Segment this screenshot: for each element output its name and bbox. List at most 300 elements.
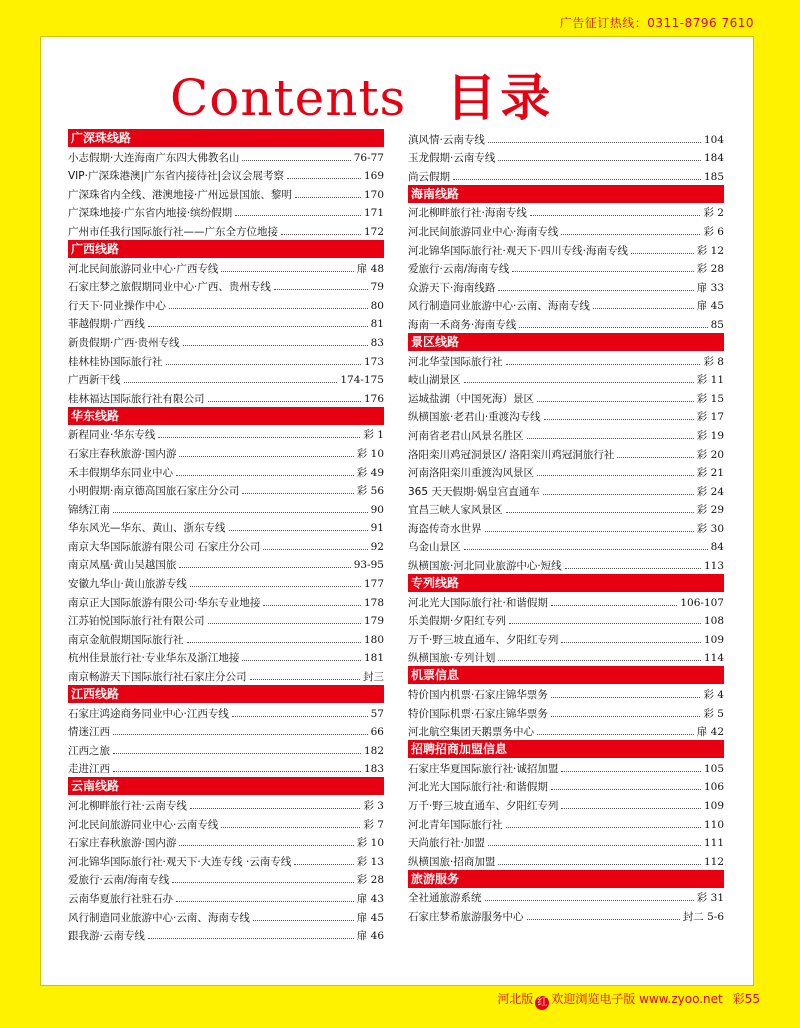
dot-leader	[229, 530, 368, 531]
toc-entry-title: 新程同业·华东专线	[68, 429, 156, 442]
toc-entry-title: 桂林福达国际旅行社有限公司	[68, 392, 205, 405]
dot-leader	[148, 938, 354, 939]
toc-entry-page: 111	[703, 837, 724, 850]
dot-leader	[172, 882, 353, 883]
dot-leader	[169, 308, 368, 309]
toc-entry-title: 河北光大国际旅行社·和谐假期	[408, 781, 548, 794]
toc-entry-title: 玉龙假期·云南专线	[408, 152, 496, 165]
toc-entry-page: 彩 28	[696, 263, 724, 276]
dot-leader	[506, 512, 694, 513]
toc-entry[interactable]	[68, 926, 384, 945]
toc-entry[interactable]	[68, 443, 384, 462]
dot-leader	[113, 512, 368, 513]
section-header: 专列线路	[408, 574, 724, 592]
toc-entry-title: 河北柳畔旅行社·云南专线	[68, 800, 187, 812]
toc-entry-title: 广深珠地接·广东省内地接·缤纷假期	[68, 207, 233, 220]
toc-entry-title: 小志假期·大连海南广东四大佛教名山	[68, 151, 240, 164]
toc-entry[interactable]	[408, 851, 724, 870]
dot-leader	[485, 900, 694, 901]
toc-entry[interactable]	[408, 629, 724, 648]
toc-entry[interactable]	[408, 148, 724, 167]
toc-entry[interactable]	[408, 814, 724, 833]
toc-entry-page: 180	[363, 633, 384, 646]
toc-entry-title: 河北航空集团天鹅票务中心	[408, 726, 534, 739]
toc-entry-page: 79	[370, 281, 384, 294]
toc-entry[interactable]	[408, 722, 724, 741]
dot-leader	[561, 808, 701, 809]
toc-entry-title: 纵横国旅·老君山·重渡沟专线	[408, 411, 541, 424]
toc-entry-title: VIP·广深珠港澳|广东省内接待社|会议会展考察	[68, 170, 285, 183]
toc-entry-page: 彩 10	[356, 837, 384, 850]
footer-page-number: 彩55	[732, 992, 760, 1006]
dot-leader	[561, 771, 701, 772]
toc-entry-page: 181	[363, 652, 384, 665]
toc-entry-title: 安徽九华山·黄山旅游专线	[68, 578, 187, 591]
toc-entry[interactable]	[68, 332, 384, 351]
toc-entry[interactable]	[408, 703, 724, 722]
dot-leader	[242, 660, 361, 661]
footer-website-link[interactable]: 欢迎浏览电子版 www.zyoo.net	[551, 992, 723, 1006]
toc-entry-page: 扉 45	[356, 911, 384, 924]
toc-entry[interactable]	[68, 425, 384, 444]
toc-entry-page: 172	[363, 225, 384, 238]
toc-entry-title: 杭州佳景旅行社·专业华东及浙江地接	[68, 652, 240, 665]
toc-entry-page: 扉 43	[356, 892, 384, 905]
toc-entry[interactable]	[68, 814, 384, 833]
dot-leader	[263, 605, 361, 606]
dot-leader	[464, 549, 708, 550]
dot-leader	[551, 605, 678, 606]
footer-badge: 红	[537, 997, 548, 1008]
dot-leader	[498, 660, 701, 661]
toc-entry[interactable]	[68, 166, 384, 185]
toc-entry-title: 石家庄梦之旅假期同业中心·广西、贵州专线	[68, 281, 271, 294]
toc-entry-page: 彩 31	[696, 892, 724, 905]
toc-entry-page: 112	[703, 855, 724, 868]
toc-entry[interactable]	[408, 259, 724, 278]
toc-entry-page: 173	[363, 355, 384, 368]
toc-entry-page: 彩 28	[356, 874, 384, 887]
toc-entry-title: 爱旅行·云南/海南专线	[408, 263, 510, 276]
dot-leader	[166, 364, 361, 365]
dot-leader	[242, 160, 350, 161]
title-chinese: 目录	[446, 69, 555, 127]
toc-entry[interactable]	[408, 240, 724, 259]
toc-entry-page: 扉 42	[696, 726, 724, 739]
dot-leader	[208, 623, 361, 624]
dot-leader	[221, 271, 353, 272]
dot-leader	[498, 864, 701, 865]
toc-entry[interactable]	[68, 666, 384, 685]
title-english: Contents	[170, 69, 407, 127]
toc-entry[interactable]	[68, 740, 384, 759]
toc-entry-title: 河北民间旅游同业中心·云南专线	[68, 818, 219, 831]
dot-leader	[561, 642, 701, 643]
dot-leader	[519, 327, 707, 328]
toc-entry-page: 彩 30	[696, 522, 724, 535]
toc-entry-page: 85	[710, 318, 724, 331]
toc-entry[interactable]	[68, 295, 384, 314]
toc-entry[interactable]	[408, 684, 724, 703]
toc-entry[interactable]	[408, 351, 724, 370]
section-header: 广西线路	[68, 240, 384, 258]
toc-entry-page: 84	[710, 541, 724, 554]
toc-entry-title: 河北华莹国际旅行社	[408, 355, 503, 368]
toc-entry-title: 滇风情·云南专线	[408, 133, 485, 146]
toc-entry[interactable]	[408, 221, 724, 240]
toc-entry-page: 彩 12	[696, 244, 724, 257]
toc-entry[interactable]	[408, 425, 724, 444]
toc-entry[interactable]	[68, 277, 384, 296]
toc-entry-title: 石家庄梦希旅游服务中心	[408, 910, 524, 923]
dot-leader	[287, 178, 361, 179]
toc-entry-page: 105	[703, 762, 724, 775]
dot-leader	[551, 789, 701, 790]
toc-entry[interactable]	[408, 296, 724, 315]
toc-entry-title: 小明假期·南京德高国旅石家庄分公司	[68, 485, 240, 498]
dot-leader	[235, 215, 361, 216]
toc-entry[interactable]	[68, 870, 384, 889]
toc-entry-title: 河北锦华国际旅行社·观天下·大连专线 ·云南专线	[68, 855, 292, 868]
toc-entry-title: 河北锦华国际旅行社·观天下·四川专线·海南专线	[408, 244, 629, 257]
toc-entry-page: 182	[363, 744, 384, 757]
dot-leader	[509, 623, 701, 624]
toc-entry[interactable]	[408, 314, 724, 333]
toc-entry[interactable]	[68, 184, 384, 203]
toc-entry-page: 113	[703, 560, 724, 573]
toc-entry-page: 106-107	[680, 596, 724, 609]
toc-entry-page: 83	[370, 336, 384, 349]
dot-leader	[281, 234, 361, 235]
toc-entry-title: 365 天天假期·娲皇宫直通车	[408, 485, 540, 498]
toc-entry-title: 菲越假期·广西线	[68, 318, 145, 331]
toc-entry-page: 扉 33	[696, 281, 724, 294]
toc-entry-page: 彩 1	[363, 429, 384, 442]
toc-entry[interactable]	[68, 907, 384, 926]
toc-entry[interactable]	[408, 906, 724, 925]
toc-entry-page: 彩 20	[696, 448, 724, 461]
contents-left-column	[68, 129, 384, 944]
toc-entry-title: 风行制造同业旅游中心·云南、海南专线	[68, 911, 250, 924]
toc-entry[interactable]	[68, 314, 384, 333]
toc-entry-title: 南京畅游天下国际旅行社石家庄分公司	[68, 671, 247, 684]
toc-entry-page: 彩 6	[703, 225, 724, 238]
toc-entry[interactable]	[408, 592, 724, 611]
section-header: 旅游服务	[408, 870, 724, 888]
toc-entry-page: 176	[363, 392, 384, 405]
toc-entry[interactable]	[408, 833, 724, 852]
dot-leader	[631, 253, 694, 254]
toc-entry-page: 彩 21	[696, 467, 724, 480]
toc-entry-page: 114	[703, 652, 724, 665]
dot-leader	[488, 845, 701, 846]
toc-entry-title: 河北光大国际旅行社·和谐假期	[408, 596, 548, 609]
toc-entry-page: 110	[703, 818, 724, 831]
toc-entry-title: 尚云假期	[408, 170, 450, 183]
toc-entry[interactable]	[68, 795, 384, 814]
toc-entry-title: 乌金山景区	[408, 541, 461, 554]
toc-entry-title: 走进江西	[68, 763, 110, 776]
toc-entry-page: 彩 3	[363, 800, 384, 812]
toc-entry-page: 106	[703, 781, 724, 794]
toc-entry-page: 109	[703, 800, 724, 812]
toc-entry[interactable]	[68, 258, 384, 277]
toc-entry-title: 江苏铂悦国际旅行社有限公司	[68, 615, 205, 628]
toc-entry-title: 特价国际机票·石家庄锦华票务	[408, 707, 548, 720]
toc-entry[interactable]	[68, 518, 384, 537]
toc-entry-title: 跟我游·云南专线	[68, 930, 145, 943]
toc-entry[interactable]	[68, 611, 384, 630]
dot-leader	[453, 179, 701, 180]
section-header: 广深珠线路	[68, 129, 384, 147]
toc-entry[interactable]	[68, 203, 384, 222]
footer-edition: 河北版	[497, 992, 534, 1006]
toc-entry[interactable]	[408, 648, 724, 667]
dot-leader	[295, 197, 361, 198]
toc-entry-page: 彩 56	[356, 485, 384, 498]
toc-entry[interactable]	[68, 388, 384, 407]
toc-entry-title: 爱旅行·云南/海南专线	[68, 874, 170, 887]
toc-entry-page: 彩 8	[703, 355, 724, 368]
toc-entry-title: 风行制造同业旅游中心·云南、海南专线	[408, 300, 590, 313]
dot-leader	[187, 642, 361, 643]
toc-entry-title: 云南华夏旅行社驻石办	[68, 892, 173, 905]
dot-leader	[221, 827, 360, 828]
toc-entry-page: 184	[703, 152, 724, 165]
toc-entry[interactable]	[408, 463, 724, 482]
toc-entry-page: 彩 15	[696, 392, 724, 405]
dot-leader	[158, 437, 360, 438]
toc-entry-page: 彩 10	[356, 447, 384, 460]
section-header: 华东线路	[68, 407, 384, 425]
toc-entry[interactable]	[408, 129, 724, 148]
toc-entry[interactable]	[408, 370, 724, 389]
dot-leader	[498, 160, 701, 161]
toc-entry-title: 情迷江西	[68, 726, 110, 739]
toc-entry[interactable]	[68, 629, 384, 648]
dot-leader	[485, 531, 694, 532]
toc-entry-page: 91	[370, 522, 384, 535]
toc-entry[interactable]	[408, 795, 724, 814]
dot-leader	[208, 401, 361, 402]
toc-entry-title: 河北柳畔旅行社·海南专线	[408, 207, 527, 220]
toc-entry[interactable]	[68, 499, 384, 518]
toc-entry-page: 封三	[363, 671, 384, 684]
dot-leader	[527, 438, 694, 439]
dot-leader	[506, 364, 701, 365]
toc-entry-page: 彩 29	[696, 504, 724, 517]
toc-entry-page: 170	[363, 188, 384, 201]
toc-entry-page: 92	[370, 540, 384, 553]
page-footer	[0, 990, 760, 1010]
toc-entry-title: 南京凤凰·黄山吴越国旅	[68, 559, 177, 572]
toc-entry-page: 108	[703, 615, 724, 628]
toc-entry[interactable]	[68, 592, 384, 611]
toc-entry-title: 河南洛阳栾川重渡沟风景区	[408, 467, 534, 480]
toc-entry[interactable]	[408, 481, 724, 500]
toc-entry-page: 彩 13	[356, 855, 384, 868]
ad-hotline: 广告征订热线：0311-8796 7610	[559, 16, 754, 30]
dot-leader	[242, 493, 353, 494]
toc-entry-page: 183	[363, 763, 384, 776]
page-title	[170, 58, 554, 128]
dot-leader	[543, 494, 694, 495]
toc-entry-title: 锦绣江南	[68, 503, 110, 516]
dot-leader	[544, 419, 694, 420]
toc-entry[interactable]	[68, 147, 384, 166]
toc-entry-title: 石家庄鸿途商务同业中心·江西专线	[68, 707, 229, 720]
dot-leader	[183, 345, 368, 346]
toc-entry[interactable]	[68, 555, 384, 574]
toc-entry[interactable]	[408, 444, 724, 463]
toc-entry[interactable]	[408, 500, 724, 519]
toc-entry[interactable]	[408, 166, 724, 185]
toc-entry[interactable]	[68, 351, 384, 370]
toc-entry-title: 海盗传奇水世界	[408, 522, 482, 535]
contents-right-column	[408, 129, 724, 925]
toc-entry-page: 彩 2	[703, 207, 724, 220]
toc-entry-title: 乐美假期·夕阳红专列	[408, 615, 506, 628]
toc-entry-title: 华东风光—华东、黄山、浙东专线	[68, 522, 226, 535]
toc-entry-page: 93-95	[353, 559, 384, 572]
toc-entry-page: 104	[703, 133, 724, 146]
dot-leader	[179, 567, 350, 568]
section-header: 机票信息	[408, 666, 724, 684]
toc-entry[interactable]	[68, 536, 384, 555]
dot-leader	[263, 549, 367, 550]
dot-leader	[551, 716, 701, 717]
toc-entry[interactable]	[68, 481, 384, 500]
toc-entry[interactable]	[68, 759, 384, 778]
toc-entry-page: 封二 5-6	[682, 910, 724, 923]
toc-entry-page: 扉 48	[356, 262, 384, 275]
dot-leader	[527, 919, 680, 920]
section-header: 海南线路	[408, 185, 724, 203]
dot-leader	[176, 475, 354, 476]
toc-entry-page: 66	[370, 726, 384, 739]
toc-entry-page: 169	[363, 170, 384, 183]
toc-entry-title: 岐山湖景区	[408, 374, 461, 387]
toc-entry-title: 桂林桂协国际旅行社	[68, 355, 163, 368]
dot-leader	[506, 827, 701, 828]
toc-entry[interactable]	[408, 518, 724, 537]
dot-leader	[124, 382, 338, 383]
toc-entry-title: 万千·野三坡直通车、夕阳红专列	[408, 800, 559, 812]
dot-leader	[537, 734, 694, 735]
dot-leader	[179, 845, 353, 846]
toc-entry[interactable]	[68, 462, 384, 481]
toc-entry[interactable]	[408, 758, 724, 777]
toc-entry[interactable]	[68, 221, 384, 240]
dot-leader	[498, 290, 693, 291]
toc-entry[interactable]	[408, 203, 724, 222]
toc-entry-page: 185	[703, 170, 724, 183]
toc-entry[interactable]	[68, 573, 384, 592]
dot-leader	[488, 142, 701, 143]
toc-entry-page: 彩 17	[696, 411, 724, 424]
toc-entry[interactable]	[408, 611, 724, 630]
toc-entry-title: 南京正大国际旅游有限公司·华东专业地接	[68, 596, 261, 609]
dot-leader	[190, 808, 361, 809]
toc-entry-title: 南京大华国际旅游有限公司 石家庄分公司	[68, 540, 261, 553]
dot-leader	[274, 289, 368, 290]
toc-entry-title: 河北民间旅游同业中心·海南专线	[408, 225, 559, 238]
toc-entry[interactable]	[68, 370, 384, 389]
toc-entry-title: 禾丰假期华东同业中心	[68, 466, 173, 479]
dot-leader	[512, 271, 693, 272]
toc-entry[interactable]	[408, 388, 724, 407]
toc-entry-page: 179	[363, 615, 384, 628]
toc-entry[interactable]	[408, 888, 724, 907]
toc-entry-page: 彩 4	[703, 689, 724, 702]
dot-leader	[190, 586, 361, 587]
toc-entry[interactable]	[68, 648, 384, 667]
toc-entry-page: 81	[370, 318, 384, 331]
toc-entry-title: 广西新干线	[68, 374, 121, 387]
section-header: 招聘招商加盟信息	[408, 740, 724, 758]
dot-leader	[253, 920, 354, 921]
toc-entry-title: 广深珠省内全线、港澳地接·广州远景国旅、黎明	[68, 188, 292, 201]
toc-entry[interactable]	[68, 851, 384, 870]
toc-entry-page: 90	[370, 503, 384, 516]
toc-entry-title: 万千·野三坡直通车、夕阳红专列	[408, 633, 559, 646]
toc-entry-page: 彩 7	[363, 818, 384, 831]
toc-entry-title: 纵横国旅·河北同业旅游中心·短线	[408, 560, 562, 573]
toc-entry-title: 河南省老君山风景名胜区	[408, 429, 524, 442]
toc-entry[interactable]	[408, 537, 724, 556]
toc-entry-page: 109	[703, 633, 724, 646]
dot-leader	[113, 771, 361, 772]
toc-entry-title: 全社通旅游系统	[408, 892, 482, 905]
toc-entry-title: 新贵假期·广西·贵州专线	[68, 336, 180, 349]
toc-entry-page: 彩 19	[696, 429, 724, 442]
toc-entry-title: 宜昌三峡人家风景区	[408, 504, 503, 517]
dot-leader	[148, 326, 368, 327]
toc-entry-title: 纵横国旅·专列计划	[408, 652, 496, 665]
toc-entry-title: 南京金航假期国际旅行社	[68, 633, 184, 646]
toc-entry-page: 扉 46	[356, 930, 384, 943]
toc-entry-title: 众游天下·海南线路	[408, 281, 496, 294]
dot-leader	[113, 734, 368, 735]
toc-entry-title: 天尚旅行社·加盟	[408, 837, 485, 850]
section-header: 景区线路	[408, 333, 724, 351]
toc-entry-page: 174-175	[340, 374, 384, 387]
dot-leader	[565, 568, 701, 569]
dot-leader	[551, 697, 701, 698]
dot-leader	[561, 234, 700, 235]
toc-entry-title: 运城盐湖（中国死海）景区	[408, 392, 534, 405]
toc-entry[interactable]	[408, 407, 724, 426]
dot-leader	[537, 401, 694, 402]
toc-entry-page: 扉 45	[696, 300, 724, 313]
toc-entry[interactable]	[68, 833, 384, 852]
toc-entry-title: 行天下·同业操作中心	[68, 299, 166, 312]
toc-entry-title: 石家庄春秋旅游·国内游	[68, 837, 177, 850]
toc-entry-title: 纵横国旅·招商加盟	[408, 855, 496, 868]
toc-entry[interactable]	[408, 277, 724, 296]
toc-entry[interactable]	[68, 703, 384, 722]
dot-leader	[294, 864, 353, 865]
toc-entry-title: 特价国内机票·石家庄锦华票务	[408, 689, 548, 702]
dot-leader	[537, 475, 694, 476]
dot-leader	[179, 456, 353, 457]
toc-entry[interactable]	[68, 888, 384, 907]
toc-entry[interactable]	[408, 777, 724, 796]
toc-entry-page: 177	[363, 578, 384, 591]
toc-entry[interactable]	[408, 555, 724, 574]
toc-entry[interactable]	[68, 722, 384, 741]
toc-entry-page: 彩 11	[696, 374, 724, 387]
